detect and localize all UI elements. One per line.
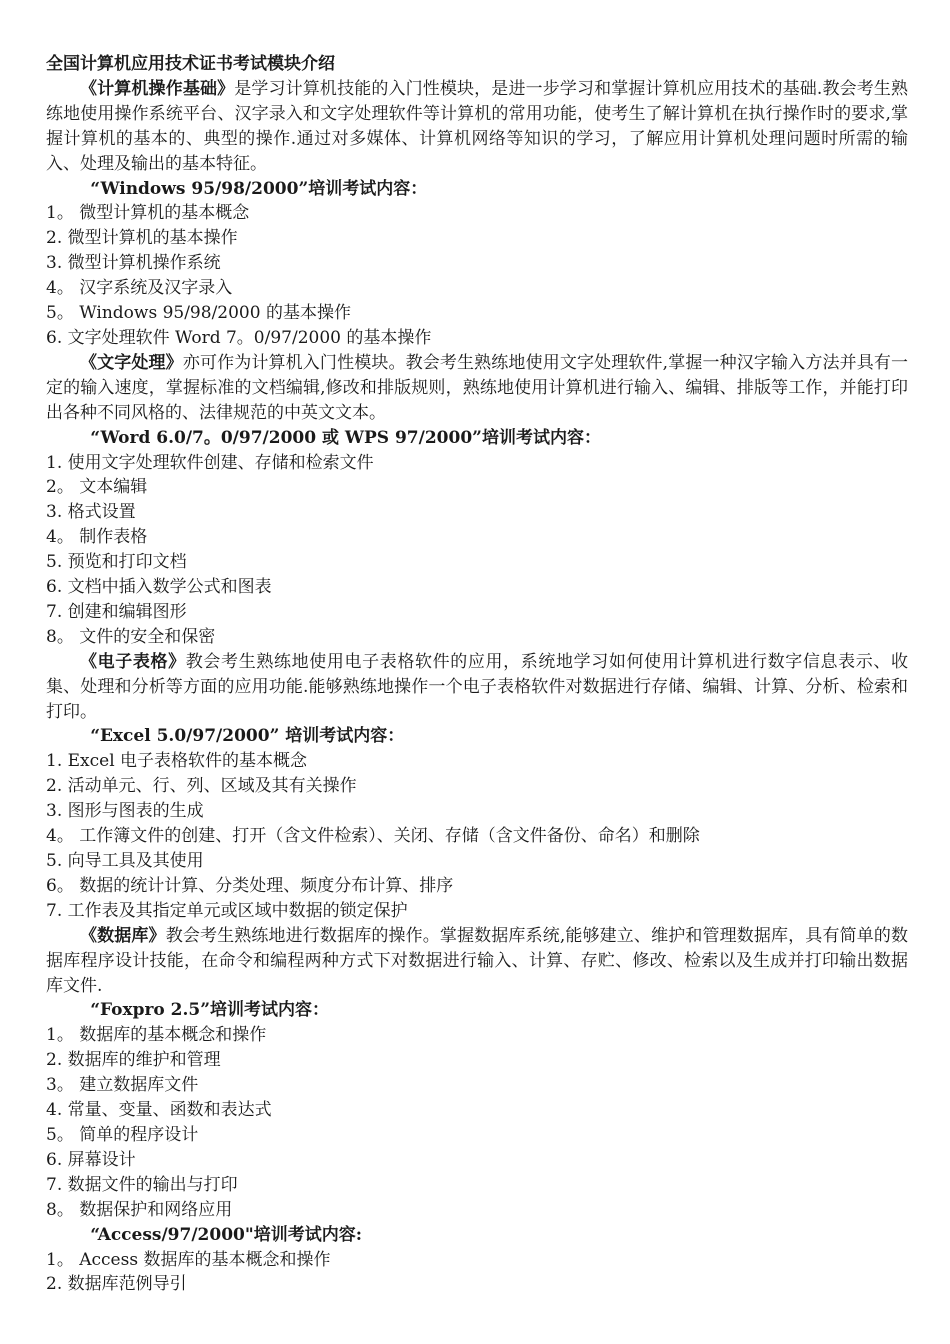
exam-content-heading: “Foxpro 2.5”培训考试内容： [90, 1000, 330, 1021]
list-item: 7. 数据文件的输出与打印 [46, 1174, 238, 1195]
module-description: 是学习计算机技能的入门性模块，是进一步学习和掌握计算机应用技术的基础.教会考生熟练地使用操作系统平台、汉字录入和文字处理软件等计算机的常用功能，使考生了解计算机在执行操作时的要求,掌握计算机的基本的、典型的操作.通过对多媒体、计算机网络等知识的学习，了解应用计算机处理问题时所需的输入、处理及输出的基本特征。 [46, 78, 909, 174]
list-item: 4。 工作簿文件的创建、打开（含文件检索）、关闭、存储（含文件备份、命名）和删除 [46, 826, 700, 847]
module-intro-paragraph [46, 650, 908, 725]
list-item: 6. 文字处理软件 Word 7。0/97/2000 的基本操作 [46, 327, 432, 348]
exam-content-list [46, 1023, 908, 1222]
list-item: 3. 图形与图表的生成 [46, 801, 204, 822]
list-item: 2. 数据库范例导引 [46, 1274, 187, 1295]
module-intro-paragraph [46, 77, 908, 177]
list-item: 4. 常量、变量、函数和表达式 [46, 1100, 272, 1121]
exam-content-heading: “Word 6.0/7。0/97/2000 或 WPS 97/2000”培训考试内容： [90, 427, 601, 448]
module-description: 教会考生熟练地使用电子表格软件的应用，系统地学习如何使用计算机进行数字信息表示、收集、处理和分析等方面的应用功能.能够熟练地操作一个电子表格软件对数据进行存储、编辑、计算、分析、检索和打印。 [46, 651, 909, 722]
list-item: 4。 制作表格 [46, 527, 148, 548]
list-item: 6。 数据的统计计算、分类处理、频度分布计算、排序 [46, 875, 454, 896]
module-name: 《数据库》 [80, 925, 166, 946]
list-item: 5。 Windows 95/98/2000 的基本操作 [46, 303, 351, 324]
list-item: 6. 屏幕设计 [46, 1149, 136, 1170]
list-item: 1. Excel 电子表格软件的基本概念 [46, 751, 308, 772]
module-intro-paragraph [46, 924, 908, 999]
exam-content-list [46, 749, 908, 923]
module-name: 《电子表格》 [80, 651, 186, 672]
exam-content-heading: “Excel 5.0/97/2000” 培训考试内容： [90, 726, 405, 747]
list-item: 7. 创建和编辑图形 [46, 601, 187, 622]
module-intro-paragraph [46, 351, 908, 426]
list-item: 3. 格式设置 [46, 502, 136, 523]
document-title: 全国计算机应用技术证书考试模块介绍 [46, 54, 335, 74]
exam-content-heading: “Access/97/2000"培训考试内容: [90, 1224, 362, 1245]
list-item: 1。 Access 数据库的基本概念和操作 [46, 1249, 331, 1270]
list-item: 2. 微型计算机的基本操作 [46, 228, 238, 249]
list-item: 4。 汉字系统及汉字录入 [46, 278, 233, 299]
list-item: 7. 工作表及其指定单元或区域中数据的锁定保护 [46, 900, 408, 921]
exam-content-list [46, 451, 908, 650]
list-item: 2。 文本编辑 [46, 477, 148, 498]
list-item: 2. 数据库的维护和管理 [46, 1050, 221, 1071]
list-item: 3。 建立数据库文件 [46, 1075, 199, 1096]
exam-content-list [46, 201, 908, 350]
module-name: 《文字处理》 [80, 352, 183, 373]
list-item: 3. 微型计算机操作系统 [46, 253, 221, 274]
list-item: 1。 微型计算机的基本概念 [46, 203, 250, 224]
list-item: 1. 使用文字处理软件创建、存储和检索文件 [46, 452, 374, 473]
exam-content-list [46, 1248, 908, 1298]
list-item: 1。 数据库的基本概念和操作 [46, 1025, 267, 1046]
module-description: 亦可作为计算机入门性模块。教会考生熟练地使用文字处理软件,掌握一种汉字输入方法并具有一定的输入速度，掌握标准的文档编辑,修改和排版规则，熟练地使用计算机进行输入、编辑、排版等工作，并能打印出各种不同风格的、法律规范的中英文文本。 [46, 352, 908, 423]
list-item: 8。 数据保护和网络应用 [46, 1199, 233, 1220]
list-item: 5. 预览和打印文档 [46, 552, 187, 573]
list-item: 2. 活动单元、行、列、区域及其有关操作 [46, 776, 357, 797]
exam-content-heading: “Windows 95/98/2000”培训考试内容： [90, 178, 428, 199]
list-item: 5。 简单的程序设计 [46, 1124, 199, 1145]
list-item: 6. 文档中插入数学公式和图表 [46, 577, 272, 598]
list-item: 5. 向导工具及其使用 [46, 851, 204, 871]
module-description: 教会考生熟练地进行数据库的操作。掌握数据库系统,能够建立、维护和管理数据库，具有简单的数据库程序设计技能，在命令和编程两种方式下对数据进行输入、计算、存贮、修改、检索以及生成并打印输出数据库文件. [46, 925, 908, 996]
list-item: 8。 文件的安全和保密 [46, 626, 216, 647]
module-name: 《计算机操作基础》 [80, 78, 235, 99]
